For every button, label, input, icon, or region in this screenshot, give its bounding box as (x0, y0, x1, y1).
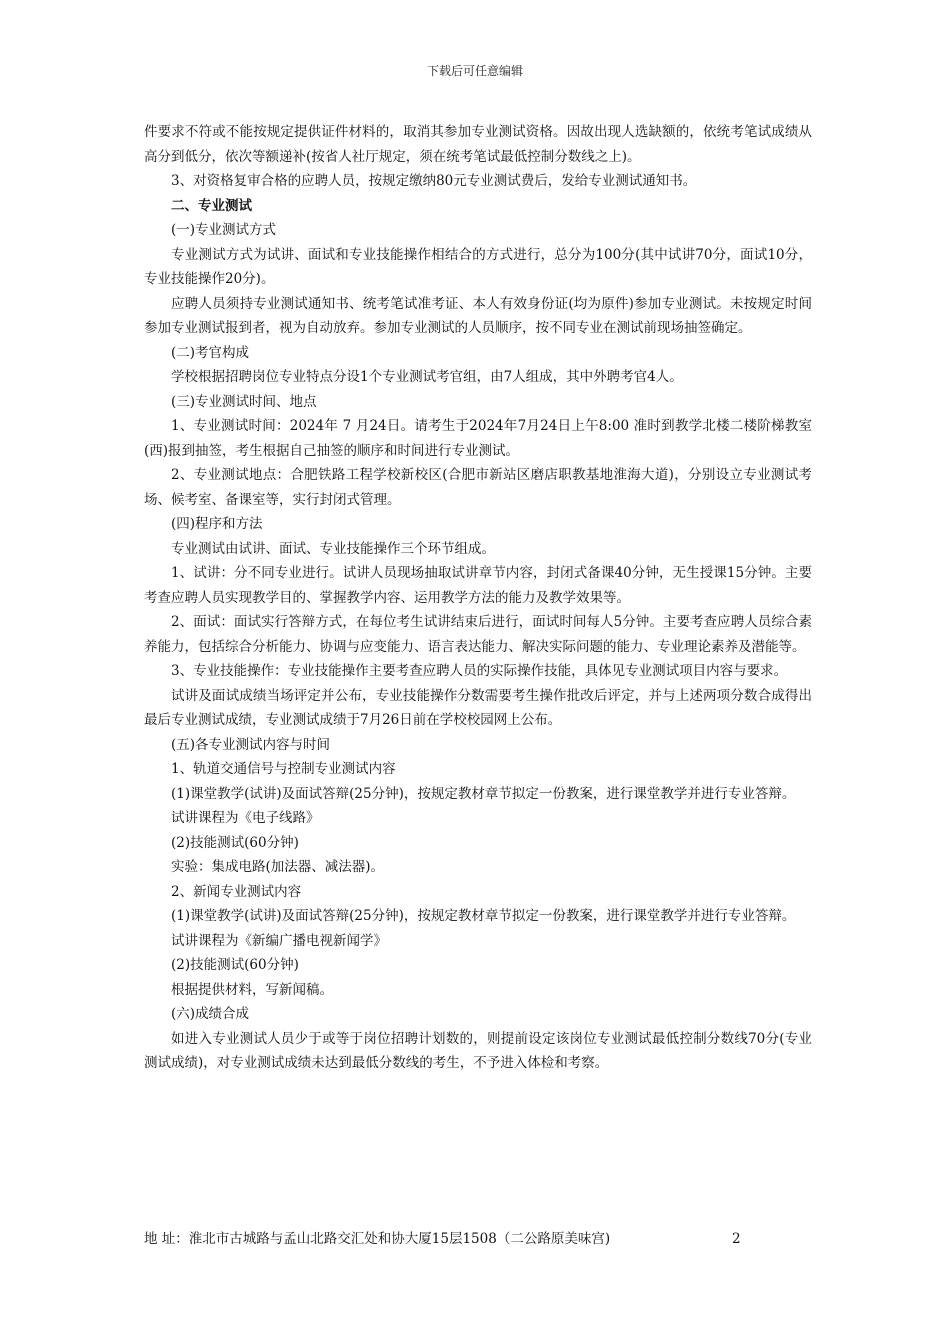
body-paragraph: 1、轨道交通信号与控制专业测试内容 (171, 761, 396, 777)
body-paragraph: 3、对资格复审合格的应聘人员，按规定缴纳80元专业测试费后，发给专业测试通知书。 (171, 173, 697, 189)
body-paragraph: 试讲及面试成绩当场评定并公布，专业技能操作分数需要考生操作批改后评定，并与上述两项分数合成得出最后专业测试成绩，专业测试成绩于7月26日前在学校校园网上公布。 (144, 687, 812, 728)
body-paragraph: 2、面试：面试实行答辩方式，在每位考生试讲结束后进行，面试时间每人5分钟。主要考查应聘人员综合素养能力，包括综合分析能力、协调与应变能力、语言表达能力、解决实际问题的能力、专业理论素养及潜能等。 (144, 614, 812, 655)
body-paragraph: (2)技能测试(60分钟) (171, 834, 299, 851)
body-paragraph: 如进入专业测试人员少于或等于岗位招聘计划数的，则提前设定该岗位专业测试最低控制分数线70分(专业测试成绩)，对专业测试成绩未达到最低分数线的考生，不予进入体检和考察。 (144, 1030, 812, 1071)
body-paragraph: 1、专业测试时间：2024年 7 月24日。请考生于2024年7月24日上午8:00 准时到教学北楼二楼阶梯教室(西)报到抽签，考生根据自己抽签的顺序和时间进行专业测试。 (144, 418, 812, 459)
page-header: 下载后可任意编辑 (426, 64, 523, 78)
page-number: 2 (732, 1231, 741, 1247)
body-paragraph: 学校根据招聘岗位专业特点分设1个专业测试考官组，由7人组成，其中外聘考官4人。 (171, 369, 683, 385)
body-paragraph: (二)考官构成 (171, 344, 250, 361)
body-paragraph: 试讲课程为《电子线路》 (171, 810, 320, 826)
body-paragraph: (1)课堂教学(试讲)及面试答辩(25分钟)，按规定教材章节拟定一份教案，进行课堂教学并进行专业答辩。 (171, 785, 796, 802)
body-paragraph: (六)成绩合成 (171, 1006, 250, 1022)
body-paragraph: (五)各专业测试内容与时间 (171, 736, 331, 753)
document-body (144, 120, 812, 1076)
body-paragraph: 根据提供材料，写新闻稿。 (171, 981, 333, 998)
body-paragraph: 1、试讲：分不同专业进行。试讲人员现场抽取试讲章节内容，封闭式备课40分钟，无生授课15分钟。主要考查应聘人员实现教学目的、掌握教学内容、运用教学方法的能力及教学效果等。 (144, 565, 812, 606)
body-paragraph: (三)专业测试时间、地点 (171, 393, 317, 410)
body-paragraph: 件要求不符或不能按规定提供证件材料的，取消其参加专业测试资格。因故出现人选缺额的，依统考笔试成绩从高分到低分，依次等额递补(按省人社厅规定，须在统考笔试最低控制分数线之上)。 (144, 124, 812, 165)
body-paragraph: 2、新闻专业测试内容 (171, 883, 302, 900)
footer-address: 地 址：淮北市古城路与孟山北路交汇处和协大厦15层1508（二公路原美味宫) (144, 1231, 611, 1247)
body-paragraph: (四)程序和方法 (171, 516, 263, 532)
body-paragraph: 专业测试由试讲、面试、专业技能操作三个环节组成。 (171, 540, 495, 557)
body-paragraph: (1)课堂教学(试讲)及面试答辩(25分钟)，按规定教材章节拟定一份教案，进行课堂教学并进行专业答辩。 (171, 908, 796, 924)
body-paragraph: 实验：集成电路(加法器、减法器)。 (171, 859, 385, 875)
body-paragraph: (2)技能测试(60分钟) (171, 957, 299, 973)
page-footer (144, 1227, 812, 1251)
body-paragraph: 专业测试方式为试讲、面试和专业技能操作相结合的方式进行，总分为100分(其中试讲70分，面试10分，专业技能操作20分)。 (144, 246, 812, 287)
section-heading: 二、专业测试 (171, 197, 252, 214)
body-paragraph: 应聘人员须持专业测试通知书、统考笔试准考证、本人有效身份证(均为原件)参加专业测试。未按规定时间参加专业测试报到者，视为自动放弃。参加专业测试的人员顺序，按不同专业在测试前现场抽签确定。 (144, 295, 812, 336)
body-paragraph: 3、专业技能操作：专业技能操作主要考查应聘人员的实际操作技能，具体见专业测试项目内容与要求。 (171, 663, 788, 679)
body-paragraph: 2、专业测试地点：合肥铁路工程学校新校区(合肥市新站区磨店职教基地淮海大道)，分别设立专业测试考场、候考室、备课室等，实行封闭式管理。 (144, 467, 812, 508)
body-paragraph: 试讲课程为《新编广播电视新闻学》 (171, 932, 387, 949)
body-paragraph: (一)专业测试方式 (171, 222, 277, 238)
